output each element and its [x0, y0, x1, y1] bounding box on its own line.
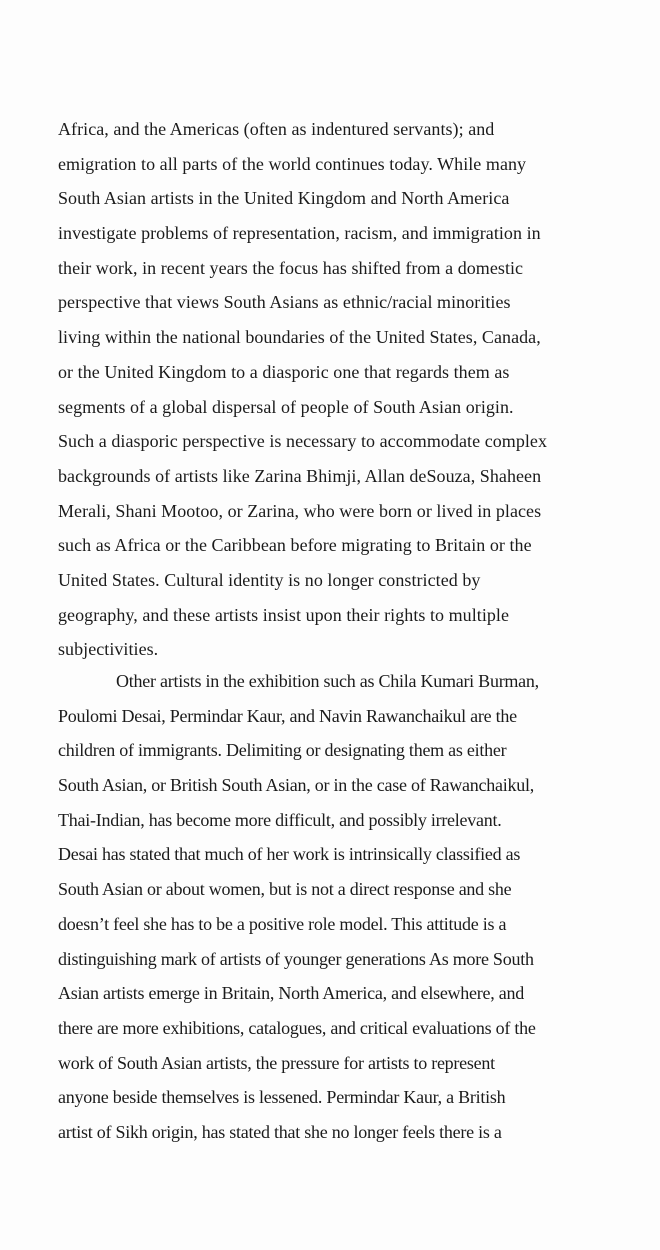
paragraph-2 [58, 664, 610, 1150]
text-line: segments of a global dispersal of people of South Asian origin. [58, 396, 514, 417]
paragraph-1 [58, 112, 610, 667]
text-line: South Asian or about women, but is not a direct response and she [58, 879, 512, 900]
text-line: Thai-Indian, has become more difficult, and possibly irrelevant. [58, 809, 502, 830]
text-line: their work, in recent years the focus has shifted from a domestic [58, 257, 524, 278]
text-line: work of South Asian artists, the pressure for artists to represent [58, 1052, 495, 1073]
text-line: Such a diasporic perspective is necessary to accommodate complex [58, 431, 548, 452]
text-line: children of immigrants. Delimiting or designating them as either [58, 740, 507, 761]
text-line: doesn’t feel she has to be a positive role model. This attitude is a [58, 913, 507, 934]
text-line: artist of Sikh origin, has stated that she no longer feels there is a [58, 1121, 502, 1142]
text-line: or the United Kingdom to a diasporic one that regards them as [58, 361, 510, 382]
text-line: Africa, and the Americas (often as indentured servants); and [58, 119, 495, 139]
text-line: geography, and these artists insist upon their rights to multiple [58, 604, 510, 625]
text-line-indented: Other artists in the exhibition such as Chila Kumari Burman, [116, 671, 539, 691]
text-line: Merali, Shani Mootoo, or Zarina, who were born or lived in places [58, 500, 542, 521]
text-line: anyone beside themselves is lessened. Permindar Kaur, a British [58, 1087, 506, 1108]
text-line: such as Africa or the Caribbean before migrating to Britain or the [58, 535, 532, 556]
text-line: there are more exhibitions, catalogues, and critical evaluations of the [58, 1017, 536, 1038]
text-line: United States. Cultural identity is no longer constricted by [58, 569, 481, 590]
text-line: Desai has stated that much of her work is intrinsically classified as [58, 844, 521, 865]
text-line: Poulomi Desai, Permindar Kaur, and Navin Rawanchaikul are the [58, 705, 517, 726]
text-line: living within the national boundaries of the United States, Canada, [58, 327, 541, 348]
text-line: perspective that views South Asians as ethnic/racial minorities [58, 292, 511, 313]
text-line: backgrounds of artists like Zarina Bhimji, Allan deSouza, Shaheen [58, 465, 542, 486]
text-line: South Asian, or British South Asian, or in the case of Rawanchaikul, [58, 775, 534, 796]
text-line: investigate problems of representation, racism, and immigration in [58, 223, 541, 244]
text-line: emigration to all parts of the world continues today. While many [58, 153, 527, 174]
text-line: subjectivities. [58, 639, 159, 660]
text-line: distinguishing mark of artists of younger generations As more South [58, 948, 534, 969]
text-line: South Asian artists in the United Kingdom and North America [58, 188, 510, 209]
text-line: Asian artists emerge in Britain, North America, and elsewhere, and [58, 983, 525, 1004]
